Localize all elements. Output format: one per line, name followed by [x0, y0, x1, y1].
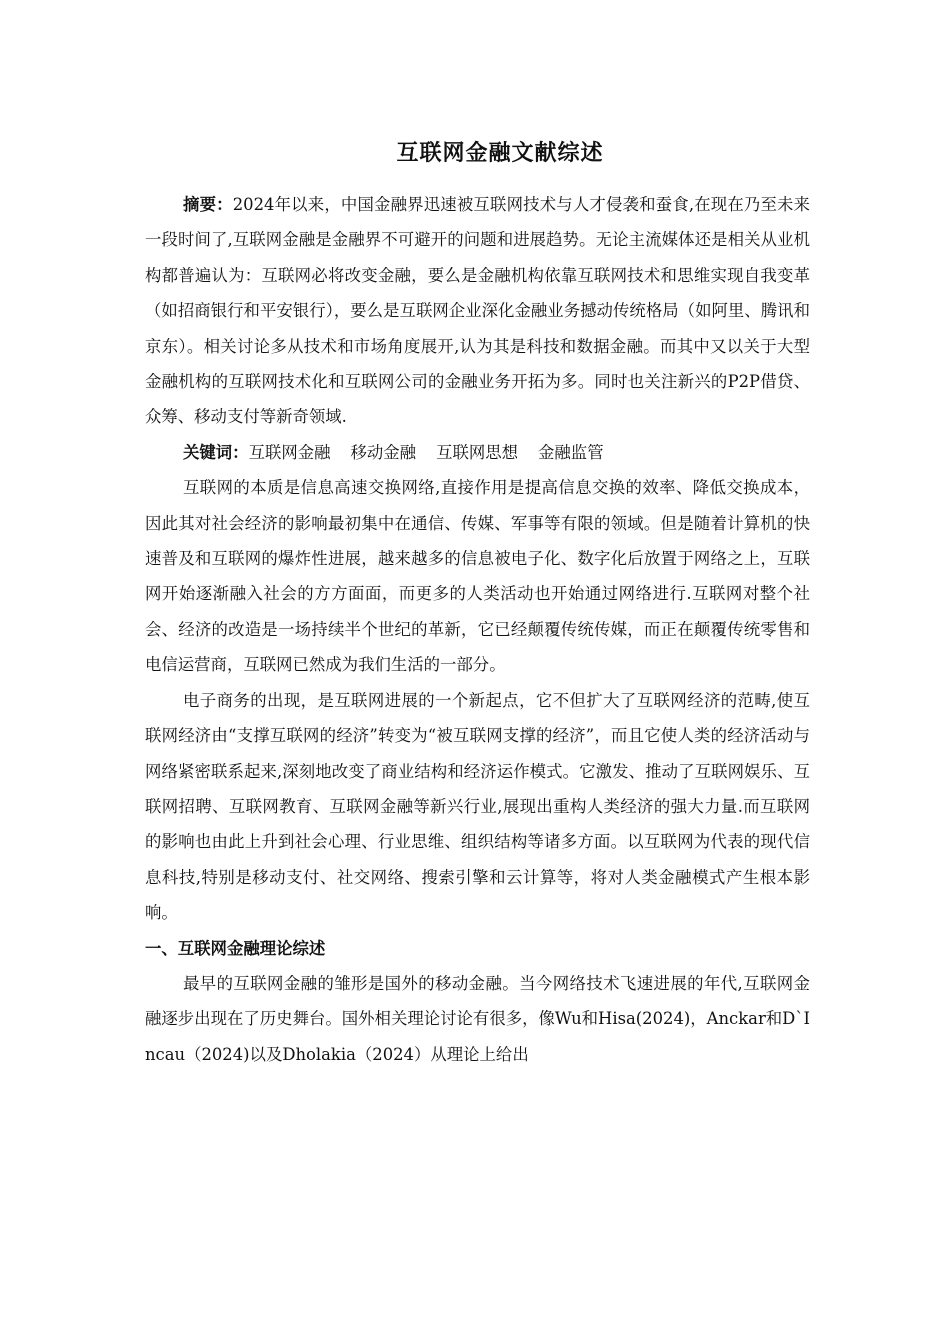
- document-body: [145, 187, 810, 1072]
- abstract-paragraph: [145, 187, 810, 435]
- body-paragraph: 电子商务的出现，是互联网进展的一个新起点，它不但扩大了互联网经济的范畴,使互联网经济由“支撑互联网的经济”转变为“被互联网支撑的经济”，而且它使人类的经济活动与网络紧密联系起来,深刻地改变了商业结构和经济运作模式。它激发、推动了互联网娱乐、互联网招聘、互联网教育、互联网金融等新兴行业,展现出重构人类经济的强大力量.而互联网的影响也由此上升到社会心理、行业思维、组织结构等诸多方面。以互联网为代表的现代信息科技,特别是移动支付、社交网络、搜索引擎和云计算等，将对人类金融模式产生根本影响。: [145, 690, 810, 923]
- section-paragraph: 最早的互联网金融的雏形是国外的移动金融。当今网络技术飞速进展的年代,互联网金融逐步出现在了历史舞台。国外相关理论讨论有很多，像Wu和Hisa(2024)，Anckar和D`Incau（2024)以及Dholakia（2024）从理论上给出: [145, 973, 810, 1064]
- section-heading: 一、互联网金融理论综述: [145, 938, 326, 958]
- keyword-item: 金融监管: [538, 442, 604, 462]
- keywords-label: 关键词：: [183, 442, 249, 462]
- keyword-item: 互联网金融: [248, 442, 331, 462]
- keyword-item: 移动金融: [350, 442, 417, 462]
- keyword-item: 互联网思想: [436, 442, 519, 462]
- body-paragraph: 互联网的本质是信息高速交换网络,直接作用是提高信息交换的效率、降低交换成本，因此其对社会经济的影响最初集中在通信、传媒、军事等有限的领域。但是随着计算机的快速普及和互联网的爆炸性进展，越来越多的信息被电子化、数字化后放置于网络之上，互联网开始逐渐融入社会的方方面面，而更多的人类活动也开始通过网络进行.互联网对整个社会、经济的改造是一场持续半个世纪的革新，它已经颠覆传统传媒，而正在颠覆传统零售和电信运营商，互联网已然成为我们生活的一部分。: [145, 478, 810, 675]
- keywords-paragraph: [145, 435, 810, 470]
- abstract-text: 2024年以来，中国金融界迅速被互联网技术与人才侵袭和蚕食,在现在乃至未来一段时间了,互联网金融是金融界不可避开的问题和进展趋势。无论主流媒体还是相关从业机构都普遍认为：互联网必将改变金融，要么是金融机构依靠互联网技术和思维实现自我变革（如招商银行和平安银行），要么是互联网企业深化金融业务撼动传统格局（如阿里、腾讯和京东）。相关讨论多从技术和市场角度展开,认为其是科技和数据金融。而其中又以关于大型金融机构的互联网技术化和互联网公司的金融业务开拓为多。同时也关注新兴的P2P借贷、众筹、移动支付等新奇领域.: [145, 195, 811, 427]
- document-title: 互联网金融文献综述: [396, 141, 604, 166]
- abstract-label: 摘要：: [183, 195, 233, 214]
